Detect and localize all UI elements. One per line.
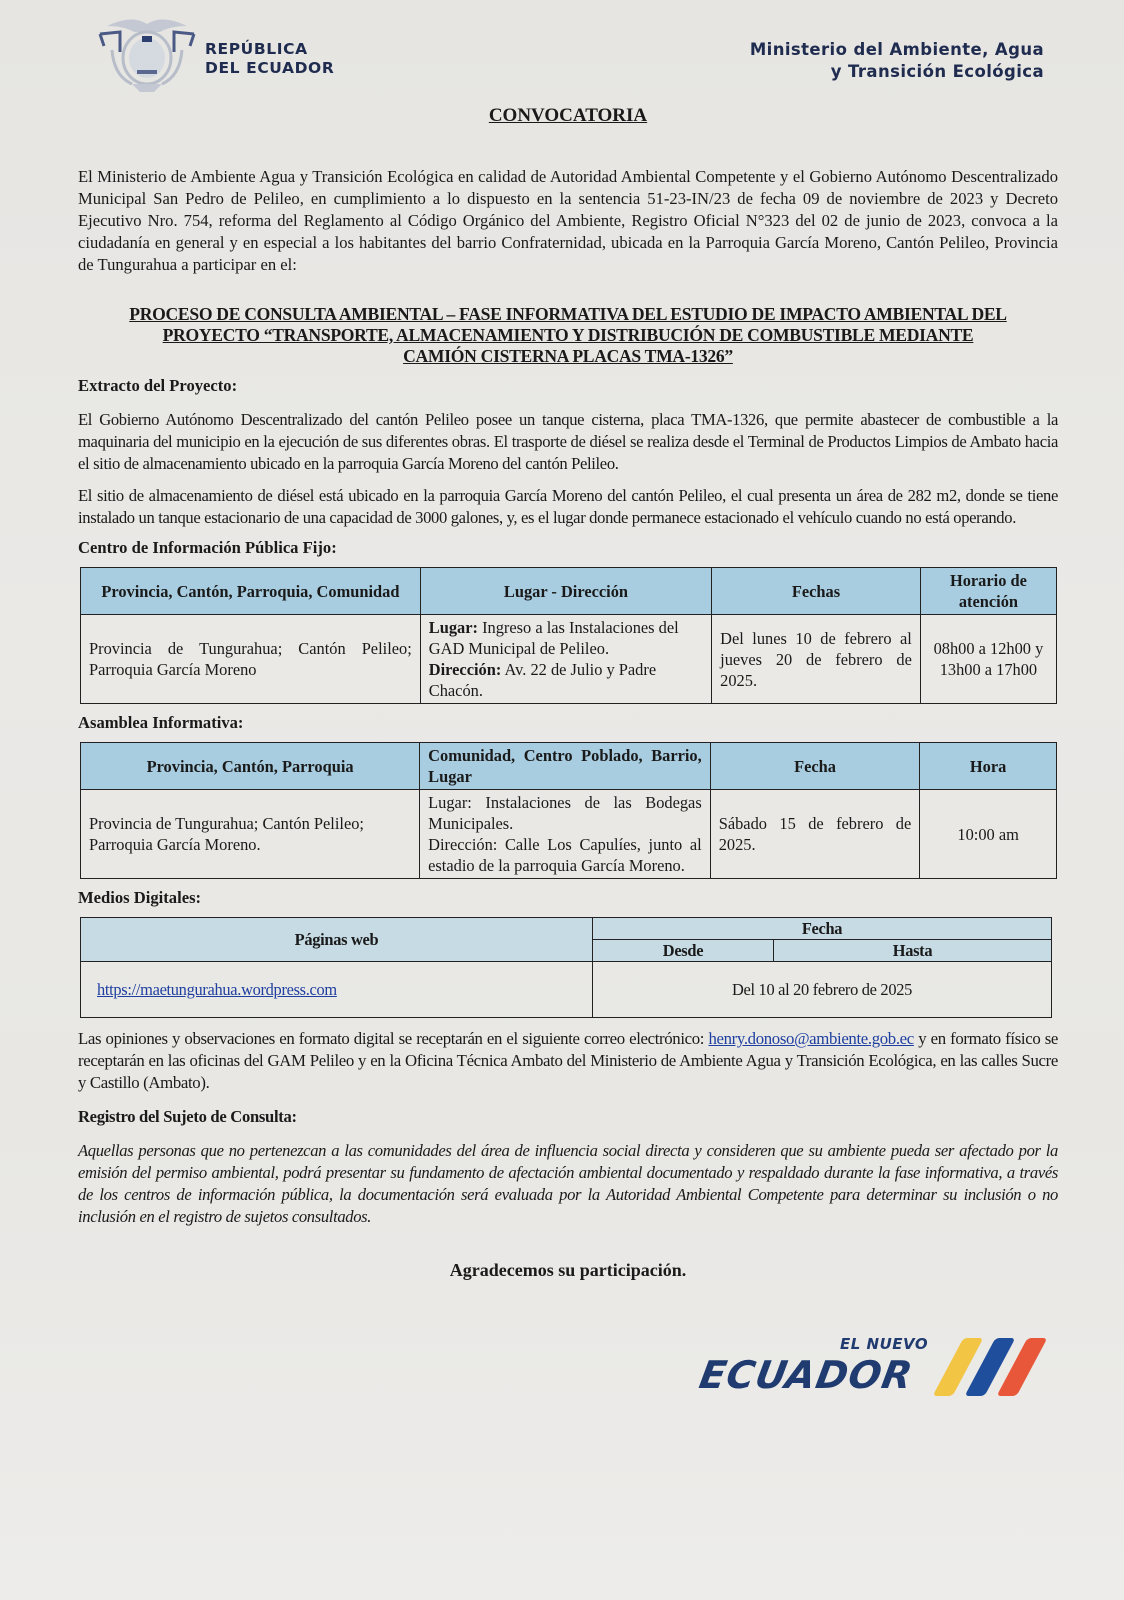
table-row	[81, 962, 1052, 1018]
document-title: CONVOCATORIA	[488, 105, 648, 126]
cell-fecha: Sábado 15 de febrero de 2025.	[710, 790, 920, 879]
republic-line-1: REPÚBLICA	[205, 40, 308, 58]
lugar-value: Ingreso a las Instalaciones del GAD Municipal de Pelileo.	[428, 618, 679, 658]
col-header-location: Provincia, Cantón, Parroquia	[81, 743, 420, 790]
website-link[interactable]: https://maetungurahua.wordpress.com	[97, 980, 337, 999]
process-title: PROCESO DE CONSULTA AMBIENTAL – FASE INFORMATIVA DEL ESTUDIO DE IMPACTO AMBIENTAL DEL PROYECTO “TRANSPORTE, ALMACENAMIENTO Y DISTRIBUCIÓN DE COMBUSTIBLE MEDIANTE CAMIÓN CISTERNA PLACAS TMA-1326”	[129, 304, 1007, 366]
opinions-text-1: Las opiniones y observaciones en formato digital se receptarán en el siguiente correo electrónico:	[78, 1029, 709, 1048]
document-body	[0, 104, 1124, 1282]
republic-line-2: DEL ECUADOR	[205, 59, 335, 77]
cell-dates: Del 10 al 20 febrero de 2025	[593, 962, 1052, 1018]
el-nuevo-ecuador-logo	[696, 1328, 1050, 1408]
direccion-value: Av. 22 de Julio y Padre Chacón.	[428, 660, 657, 700]
centro-heading: Centro de Información Pública Fijo:	[78, 538, 337, 557]
registro-paragraph: Aquellas personas que no pertenezcan a las comunidades del área de influencia social directa y consideren que su ambiente pueda ser afectado por la emisión del permiso ambiental, podrá presentar su fundamento de afectación ambiental documentado y respaldado durante la fase informativa, a través de los centros de información pública, la documentación será evaluada por la Autoridad Ambiental Competente para determinar su inclusión o no inclusión en el registro de sujetos consultados.	[78, 1141, 1058, 1226]
cell-lugar-direccion	[420, 615, 711, 704]
asamblea-direccion: Dirección: Calle Los Capulíes, junto al estadio de la parroquia García Moreno.	[428, 835, 702, 875]
col-header-lugar: Lugar - Dirección	[420, 568, 711, 615]
lugar-label: Lugar:	[428, 618, 478, 637]
col-header-paginas: Páginas web	[81, 918, 593, 962]
col-header-comunidad: Comunidad, Centro Poblado, Barrio, Lugar	[420, 743, 711, 790]
closing-message: Agradecemos su participación.	[449, 1260, 687, 1280]
cell-horario: 08h00 a 12h00 y 13h00 a 17h00	[920, 615, 1056, 704]
table-header-row	[81, 568, 1057, 615]
logo-small-text: EL NUEVO	[840, 1335, 929, 1353]
col-header-desde: Desde	[593, 940, 774, 962]
centro-table	[80, 567, 1057, 704]
extract-heading: Extracto del Proyecto:	[78, 376, 238, 395]
ministry-line-1: Ministerio del Ambiente, Agua	[749, 40, 1044, 59]
table-row	[81, 615, 1057, 704]
col-header-fechas: Fechas	[712, 568, 921, 615]
asamblea-table	[80, 742, 1057, 879]
republic-name	[205, 40, 334, 78]
cell-fechas: Del lunes 10 de febrero al jueves 20 de febrero de 2025.	[712, 615, 921, 704]
extract-paragraph-1: El Gobierno Autónomo Descentralizado del cantón Pelileo posee un tanque cisterna, placa TMA-1326, que permite abastecer de combustible a la maquinaria del municipio en la ejecución de sus diferentes obras. El trasporte de diésel se realiza desde el Terminal de Productos Limpios de Ambato hacia el sitio de almacenamiento ubicado en la parroquia García Moreno del cantón Pelileo.	[78, 410, 1058, 473]
footer	[0, 1318, 1124, 1418]
col-header-fecha: Fecha	[593, 918, 1052, 940]
cell-comunidad	[420, 790, 711, 879]
coat-of-arms-icon	[92, 12, 202, 94]
cell-url	[81, 962, 593, 1018]
table-header-row	[81, 918, 1052, 940]
logo-big-text: ECUADOR	[696, 1353, 917, 1397]
table-row	[81, 790, 1057, 879]
col-header-hasta: Hasta	[774, 940, 1052, 962]
medios-heading: Medios Digitales:	[78, 888, 202, 907]
opinions-paragraph	[78, 1028, 1058, 1094]
email-link[interactable]: henry.donoso@ambiente.gob.ec	[708, 1029, 914, 1048]
opinions-text-2: y en formato físico se receptarán en las oficinas del GAM Pelileo y en la Oficina Técnica Ambato del Ministerio de Ambiente Agua y Transición Ecológica, en las calles Sucre y Castillo (Ambato).	[78, 1029, 1058, 1092]
ministry-line-2: y Transición Ecológica	[830, 62, 1044, 81]
table-header-row	[81, 743, 1057, 790]
col-header-fecha: Fecha	[710, 743, 920, 790]
extract-paragraph-2: El sitio de almacenamiento de diésel está ubicado en la parroquia García Moreno del cantón Pelileo, el cual presenta un área de 282 m2, donde se tiene instalado un tanque estacionario de una capacidad de 3000 galones, y, es el lugar donde permanece estacionado el vehículo cuando no está operando.	[78, 486, 1058, 527]
direccion-label: Dirección:	[428, 660, 502, 679]
page-header	[0, 0, 1124, 96]
ministry-name	[750, 39, 1044, 83]
col-header-location: Provincia, Cantón, Parroquia, Comunidad	[81, 568, 421, 615]
cell-location: Provincia de Tungurahua; Cantón Pelileo; Parroquia García Moreno.	[81, 790, 420, 879]
col-header-horario: Horario de atención	[920, 568, 1056, 615]
cell-location: Provincia de Tungurahua; Cantón Pelileo; Parroquia García Moreno	[81, 615, 421, 704]
cell-hora: 10:00 am	[920, 790, 1057, 879]
registro-heading: Registro del Sujeto de Consulta:	[78, 1107, 297, 1126]
medios-table	[80, 917, 1052, 1018]
asamblea-heading: Asamblea Informativa:	[78, 713, 244, 732]
intro-paragraph: El Ministerio de Ambiente Agua y Transición Ecológica en calidad de Autoridad Ambiental Competente y el Gobierno Autónomo Descentralizado Municipal San Pedro de Pelileo, en cumplimiento a lo dispuesto en la sentencia 51-23-IN/23 de fecha 09 de noviembre de 2023 y Decreto Ejecutivo Nro. 754, reforma del Reglamento al Código Orgánico del Ambiente, Registro Oficial N°323 del 02 de junio de 2023, convoca a la ciudadanía en general y en especial a los habitantes del barrio Confraternidad, ubicada en la Parroquia García Moreno, Cantón Pelileo, Provincia de Tungurahua a participar en el:	[78, 167, 1058, 274]
asamblea-lugar: Lugar: Instalaciones de las Bodegas Municipales.	[428, 793, 702, 833]
col-header-hora: Hora	[920, 743, 1057, 790]
